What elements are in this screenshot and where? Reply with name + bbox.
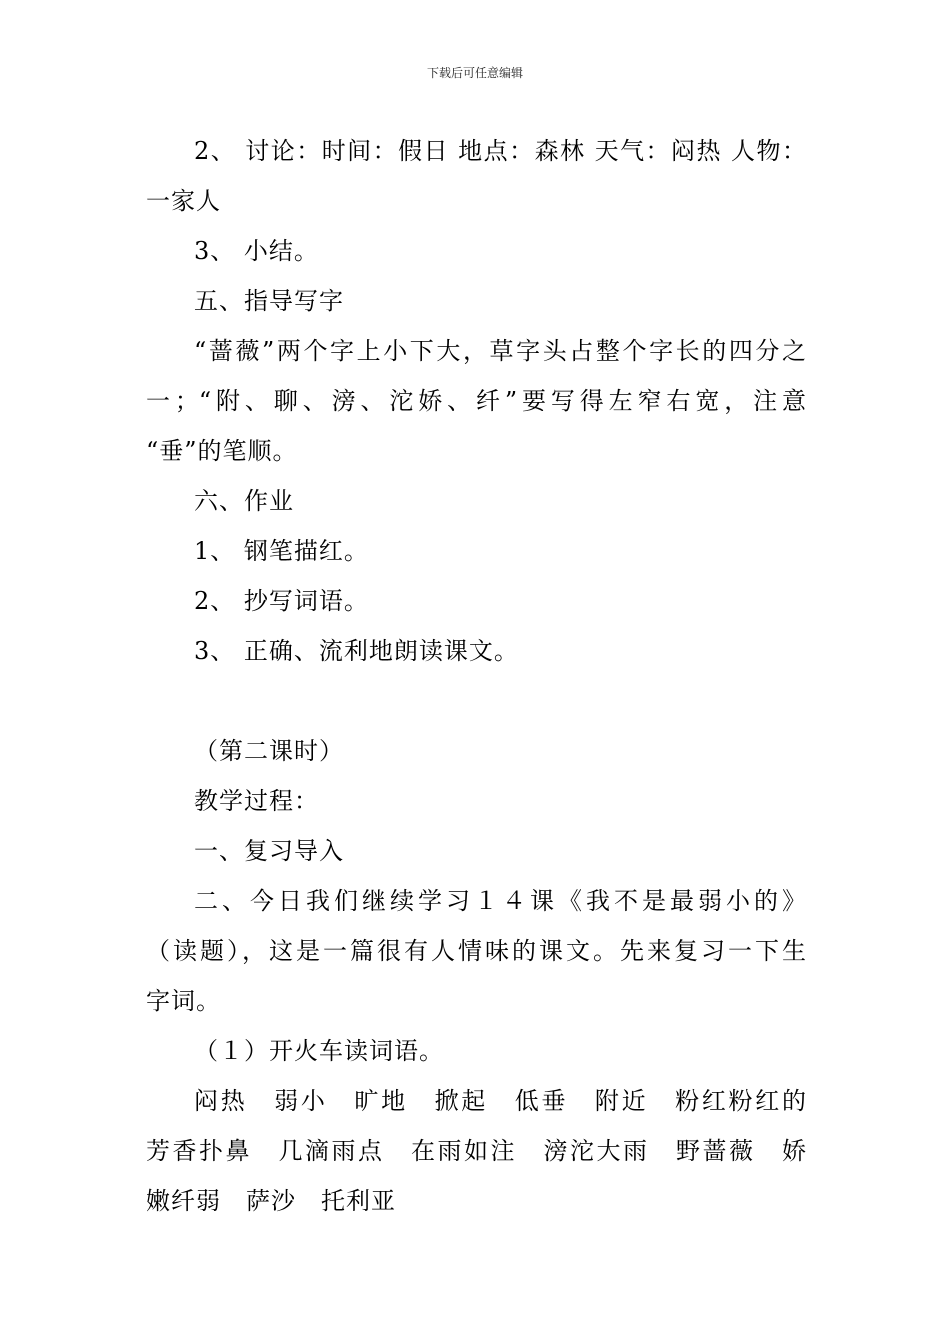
section-heading: 六、作业 [194, 487, 294, 515]
paragraph-line: “蔷薇”两个字上小下大，草字头占整个字长的四分之 [194, 337, 806, 365]
section-heading: 一、复习导入 [194, 837, 344, 865]
vocabulary-line: 芳香扑鼻 几滴雨点 在雨如注 滂沱大雨 野蔷薇 娇 [146, 1137, 806, 1165]
paragraph-line: 3、 小结。 [194, 237, 319, 265]
paragraph-line: “垂”的笔顺。 [146, 437, 298, 465]
list-item: （１）开火车读词语。 [194, 1037, 444, 1065]
document-body [146, 126, 806, 1226]
paragraph-line: 二、今日我们继续学习１４课《我不是最弱小的》 [194, 887, 806, 915]
blank-line [146, 676, 806, 726]
page-header: 下载后可任意编辑 [426, 66, 523, 80]
list-item: 3、 正确、流利地朗读课文。 [194, 637, 519, 665]
vocabulary-line: 闷热 弱小 旷地 掀起 低垂 附近 粉红粉红的 [194, 1087, 806, 1115]
paragraph-line: 2、 讨论：时间：假日 地点：森林 天气：闷热 人物： [194, 137, 806, 165]
list-item: 1、 钢笔描红。 [194, 537, 369, 565]
paragraph-line: 字词。 [146, 987, 221, 1015]
lesson-period-title: （第二课时） [194, 737, 344, 765]
list-item: 2、 抄写词语。 [194, 587, 369, 615]
paragraph-line: （读题），这是一篇很有人情味的课文。先来复习一下生 [146, 937, 806, 965]
section-heading: 五、指导写字 [194, 287, 344, 315]
vocabulary-line: 嫩纤弱 萨沙 托利亚 [146, 1187, 396, 1215]
paragraph-line: 一；“附、聊、滂、沱娇、纤”要写得左窄右宽，注意 [146, 387, 806, 415]
paragraph-line: 一家人 [146, 187, 221, 215]
section-heading: 教学过程： [194, 787, 319, 815]
